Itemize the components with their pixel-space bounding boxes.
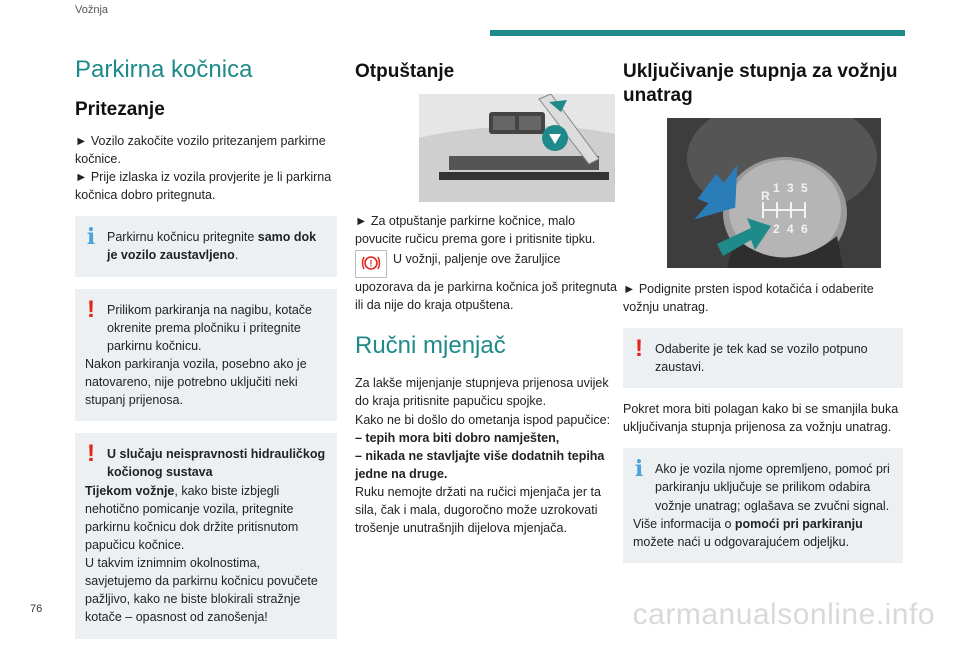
parking-brake-release-image — [419, 94, 615, 202]
warning-icon: ! — [635, 334, 643, 362]
paragraph: ► Prije izlaska iz vozila provjerite je li parkirna kočnica dobro pritegnuta. — [75, 170, 332, 203]
paragraph: – nikada ne stavljajte više dodatnih tepiha jedne na druge. — [355, 448, 605, 481]
gear-knob-image — [667, 118, 881, 268]
paragraph: ► Vozilo zakočite vozilo pritezanjem parkirne kočnice. — [75, 133, 326, 166]
paragraph: Ruku nemojte držati na ručici mjenjača jer ta sila, čak i mala, dugoročno može uzrokovati trošenje unutrašnjih dijelova mjenjača. — [355, 485, 601, 536]
paragraph: ► Podignite prsten ispod kotačića i odaberite vožnju unatrag. — [623, 281, 874, 314]
info-note: i Ako je vozila njome opremljeno, pomoć pri parkiranju uključuje se prilikom odabira vožnje unatrag; oglašava se zvučni signal. Više informacija o pomoći pri parkiranju možete naći u odgovarajućem odjeljku. — [623, 448, 903, 563]
svg-text:!: ! — [369, 258, 373, 269]
header-bar — [490, 30, 905, 36]
header-section: Vožnja — [75, 4, 109, 16]
warning-note: ! U slučaju neispravnosti hidrauličkog kočionog sustava Tijekom vožnje, kako biste izbjegli nehotično pomicanje vozila, pritegnite parkirnu kočnicu dok držite pritisnutom papučicu kočnice. U takvim iznimnim okolnostima, savjetujemo da parkirnu kočnicu povučete pažljivo, kako ne biste blokirali stražnje kotače – opasnost od zanošenja! — [75, 433, 337, 638]
gear-label: 6 — [801, 221, 808, 236]
warning-icon: ! — [87, 295, 95, 323]
column-parking-brake — [75, 50, 337, 651]
paragraph: Kako ne bi došlo do ometanja ispod papučice: — [355, 412, 611, 427]
parking-brake-warning-lamp-icon — [355, 250, 387, 278]
paragraph: ► Za otpuštanje parkirne kočnice, malo povucite ručicu prema gore i pritisnite tipku. — [355, 213, 596, 246]
gear-label: 4 — [787, 221, 794, 236]
paragraph: – tepih mora biti dobro namješten, — [355, 430, 560, 445]
subsection-title: Pritezanje — [75, 99, 165, 120]
paragraph: Za lakše mijenjanje stupnjeva prijenosa uvijek do kraja pritisnite papučicu spojke. — [355, 376, 609, 409]
info-icon: i — [634, 456, 644, 483]
warning-icon: ! — [87, 440, 95, 468]
gear-label: 2 — [773, 221, 780, 236]
warning-note: ! Odaberite je tek kad se vozilo potpuno zaustavi. — [623, 328, 903, 388]
watermark: carmanualsonline.info — [632, 598, 935, 631]
column-release — [355, 50, 617, 537]
gear-label: R — [761, 188, 770, 203]
paragraph: Pokret mora biti polagan kako bi se smanjila buka uključivanja stupnja prijenosa za vožnju unatrag. — [623, 402, 899, 435]
subsection-title: Uključivanje stupnja za vožnju unatrag — [623, 61, 898, 106]
warning-note: ! Prilikom parkiranja na nagibu, kotače okrenite prema pločniku i pritegnite parkirnu kočnicu. Nakon parkiranja vozila, posebno ako je natovareno, nije potrebno uključiti neki stupanj prijenosa. — [75, 289, 337, 422]
gear-label: 5 — [801, 180, 808, 195]
section-title: Ručni mjenjač — [355, 332, 506, 360]
info-icon: i — [86, 224, 96, 251]
paragraph: U vožnji, paljenje ove žaruljice upozorava da je parkirna kočnica još pritegnuta ili da nije do kraja otpuštena. — [355, 252, 617, 313]
info-note: i Parkirnu kočnicu pritegnite samo dok je vozilo zaustavljeno. — [75, 216, 337, 276]
page-number: 76 — [30, 603, 43, 615]
column-reverse-gear — [623, 50, 903, 575]
gear-label: 3 — [787, 180, 794, 195]
subsection-title: Otpuštanje — [355, 61, 455, 82]
section-title: Parkirna kočnica — [75, 56, 253, 83]
gear-label: 1 — [773, 180, 780, 195]
